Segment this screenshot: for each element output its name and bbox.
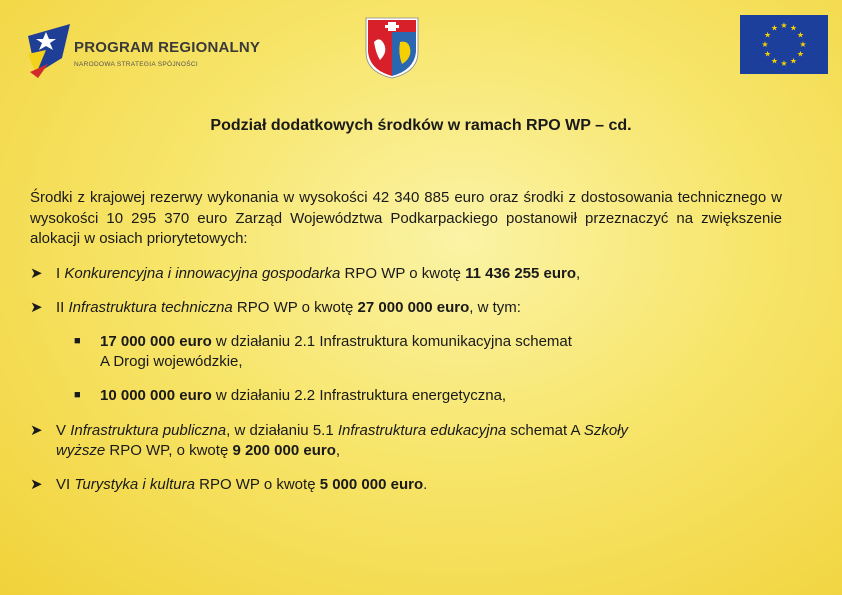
eu-star-icon: ★ xyxy=(770,23,779,33)
bullet-item-4: VI Turystyka i kultura RPO WP o kwotę 5 000 000 euro. xyxy=(56,476,428,493)
intro-paragraph: Środki z krajowej rezerwy wykonania w wysokości 42 340 885 euro oraz środki z dostosowania technicznego w wysokości 10 295 370 euro Zarząd Województwa Podkarpackiego postanowił przeznaczyć na zwiększenie alokacji w osiach priorytetowych: xyxy=(30,189,782,247)
sub-item-2: 10 000 000 euro w działaniu 2.2 Infrastruktura energetyczna, xyxy=(100,387,507,404)
bullet-item-1: I Konkurencyjna i innowacyjna gospodarka RPO WP o kwotę 11 436 255 euro, xyxy=(56,265,581,282)
bullet-item-2: II Infrastruktura techniczna RPO WP o kwotę 27 000 000 euro, w tym: xyxy=(56,299,521,316)
arrow-bullet-icon: ➤ xyxy=(30,265,43,282)
eu-star-icon: ★ xyxy=(796,49,805,59)
eu-flag xyxy=(740,15,828,74)
slide-title: Podział dodatkowych środków w ramach RPO WP – cd. xyxy=(210,117,632,134)
eu-star-icon: ★ xyxy=(780,21,788,30)
square-bullet-icon: ■ xyxy=(74,335,81,347)
eu-star-icon: ★ xyxy=(789,56,798,66)
eu-star-icon: ★ xyxy=(761,40,769,49)
podkarpackie-coat-of-arms xyxy=(364,14,420,80)
program-regionalny-logo xyxy=(28,24,261,79)
square-bullet-icon: ■ xyxy=(74,389,81,401)
arrow-bullet-icon: ➤ xyxy=(30,476,43,493)
eu-stars xyxy=(740,15,828,74)
eu-star-icon: ★ xyxy=(796,30,805,40)
eu-star-icon: ★ xyxy=(770,56,779,66)
program-title: PROGRAM REGIONALNY xyxy=(74,39,261,56)
eu-star-icon: ★ xyxy=(763,30,772,40)
eu-star-icon: ★ xyxy=(789,23,798,33)
eu-star-icon: ★ xyxy=(799,40,807,49)
arrow-bullet-icon: ➤ xyxy=(30,422,43,439)
eu-star-icon: ★ xyxy=(763,49,772,59)
sub-item-1: 17 000 000 euro w działaniu 2.1 Infrastruktura komunikacyjna schemat A Drogi wojewódzkie, xyxy=(100,333,572,370)
eu-star-icon: ★ xyxy=(780,59,788,68)
program-regionalny-logo-mark xyxy=(28,24,70,79)
bullet-item-3: V Infrastruktura publiczna, w działaniu 5.1 Infrastruktura edukacyjna schemat A Szkoły wyższe RPO WP, o kwotę 9 200 000 euro, xyxy=(56,422,628,459)
arrow-bullet-icon: ➤ xyxy=(30,299,43,316)
program-subtitle: NARODOWA STRATEGIA SPÓJNOŚCI xyxy=(74,61,198,68)
